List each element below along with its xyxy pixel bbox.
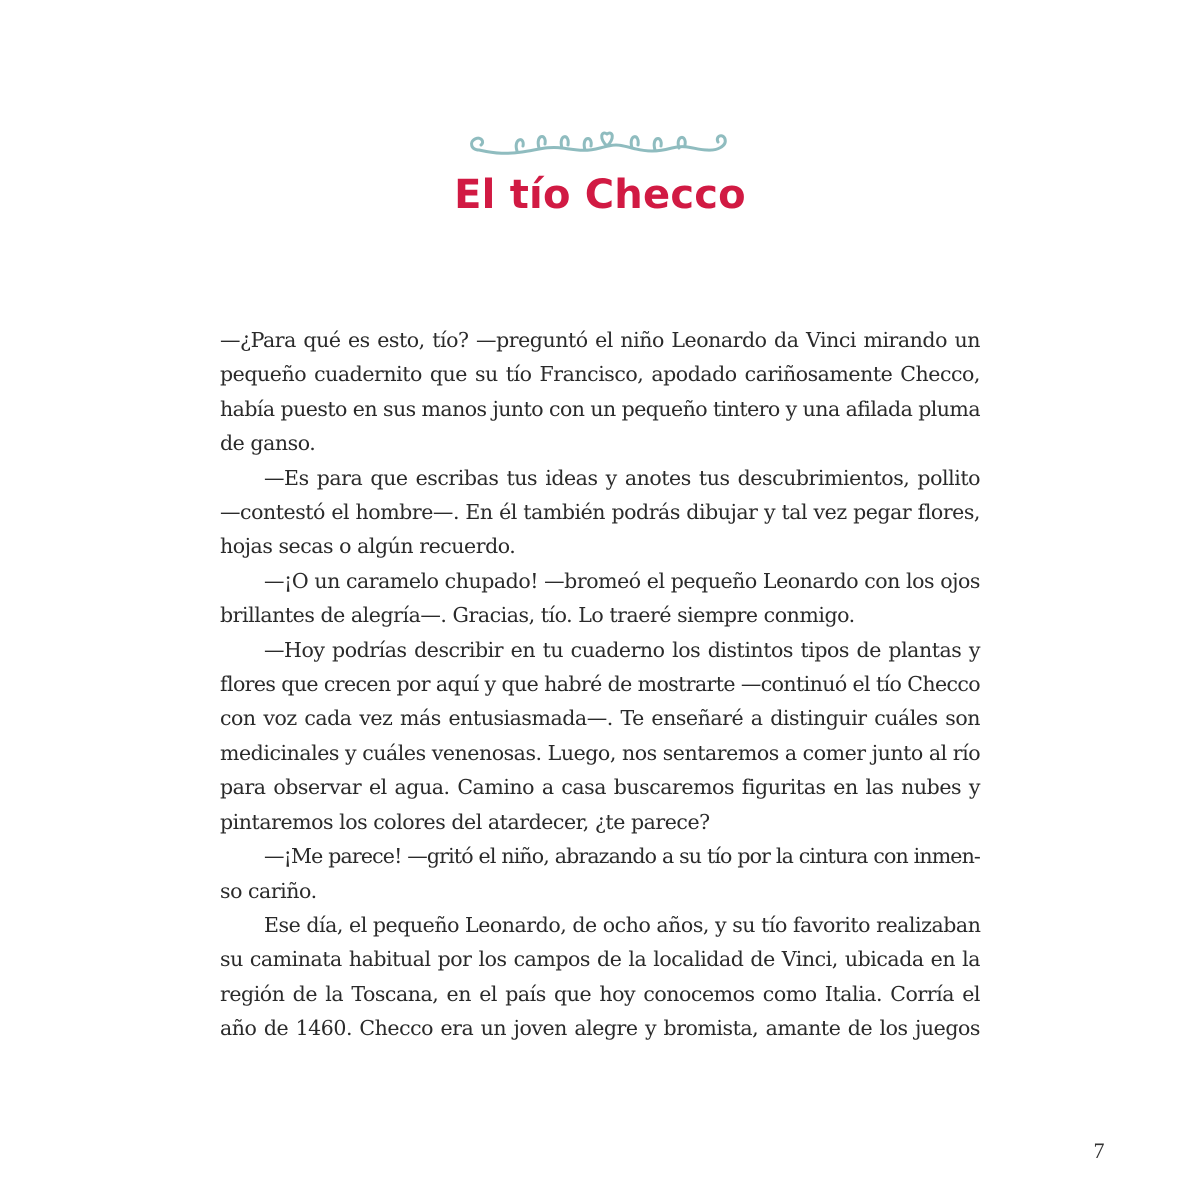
text-line: so cariño. xyxy=(220,878,317,903)
vine-heart-ornament-icon xyxy=(467,124,733,164)
text-line: con voz cada vez más entusiasmada—. Te enseñaré a distinguir cuáles son xyxy=(220,706,980,731)
text-line: —¡O un caramelo chupado! —bromeó el pequeño Leonardo con los ojos xyxy=(264,568,980,593)
text-line: de ganso. xyxy=(220,431,316,456)
text-line: había puesto en sus manos junto con un pequeño tintero y una afilada pluma xyxy=(220,396,980,421)
text-line: —¿Para qué es esto, tío? —preguntó el niño Leonardo da Vinci mirando un xyxy=(220,328,980,352)
body-text xyxy=(220,323,980,1046)
text-line: pintaremos los colores del atardecer, ¿te parece? xyxy=(220,809,710,834)
chapter-title: El tío Checco xyxy=(454,172,746,218)
text-line: —Es para que escribas tus ideas y anotes tus descubrimientos, pollito xyxy=(264,465,980,490)
text-line: pequeño cuadernito que su tío Francisco, apodado cariñosamente Checco, xyxy=(220,362,980,387)
text-line: flores que crecen por aquí y que habré de mostrarte —continuó el tío Checco xyxy=(220,672,980,697)
text-line: Ese día, el pequeño Leonardo, de ocho años, y su tío favorito realizaban xyxy=(264,912,981,937)
text-line: —contestó el hombre—. En él también podrás dibujar y tal vez pegar flores, xyxy=(220,500,980,525)
text-line: hojas secas o algún recuerdo. xyxy=(220,534,516,559)
text-line: región de la Toscana, en el país que hoy conocemos como Italia. Corría el xyxy=(220,981,980,1006)
text-line: —Hoy podrías describir en tu cuaderno los distintos tipos de plantas y xyxy=(264,637,980,662)
text-line: año de 1460. Checco era un joven alegre y bromista, amante de los juegos xyxy=(220,1016,980,1041)
text-line: brillantes de alegría—. Gracias, tío. Lo traeré siempre conmigo. xyxy=(220,603,855,628)
text-line: medicinales y cuáles venenosas. Luego, nos sentaremos a comer junto al río xyxy=(220,740,981,765)
text-line: su caminata habitual por los campos de la localidad de Vinci, ubicada en la xyxy=(220,947,980,972)
text-line: para observar el agua. Camino a casa buscaremos figuritas en las nubes y xyxy=(220,775,980,800)
text-line: —¡Me parece! —gritó el niño, abrazando a su tío por la cintura con inmen- xyxy=(264,844,980,869)
page-number: 7 xyxy=(1093,1138,1105,1163)
